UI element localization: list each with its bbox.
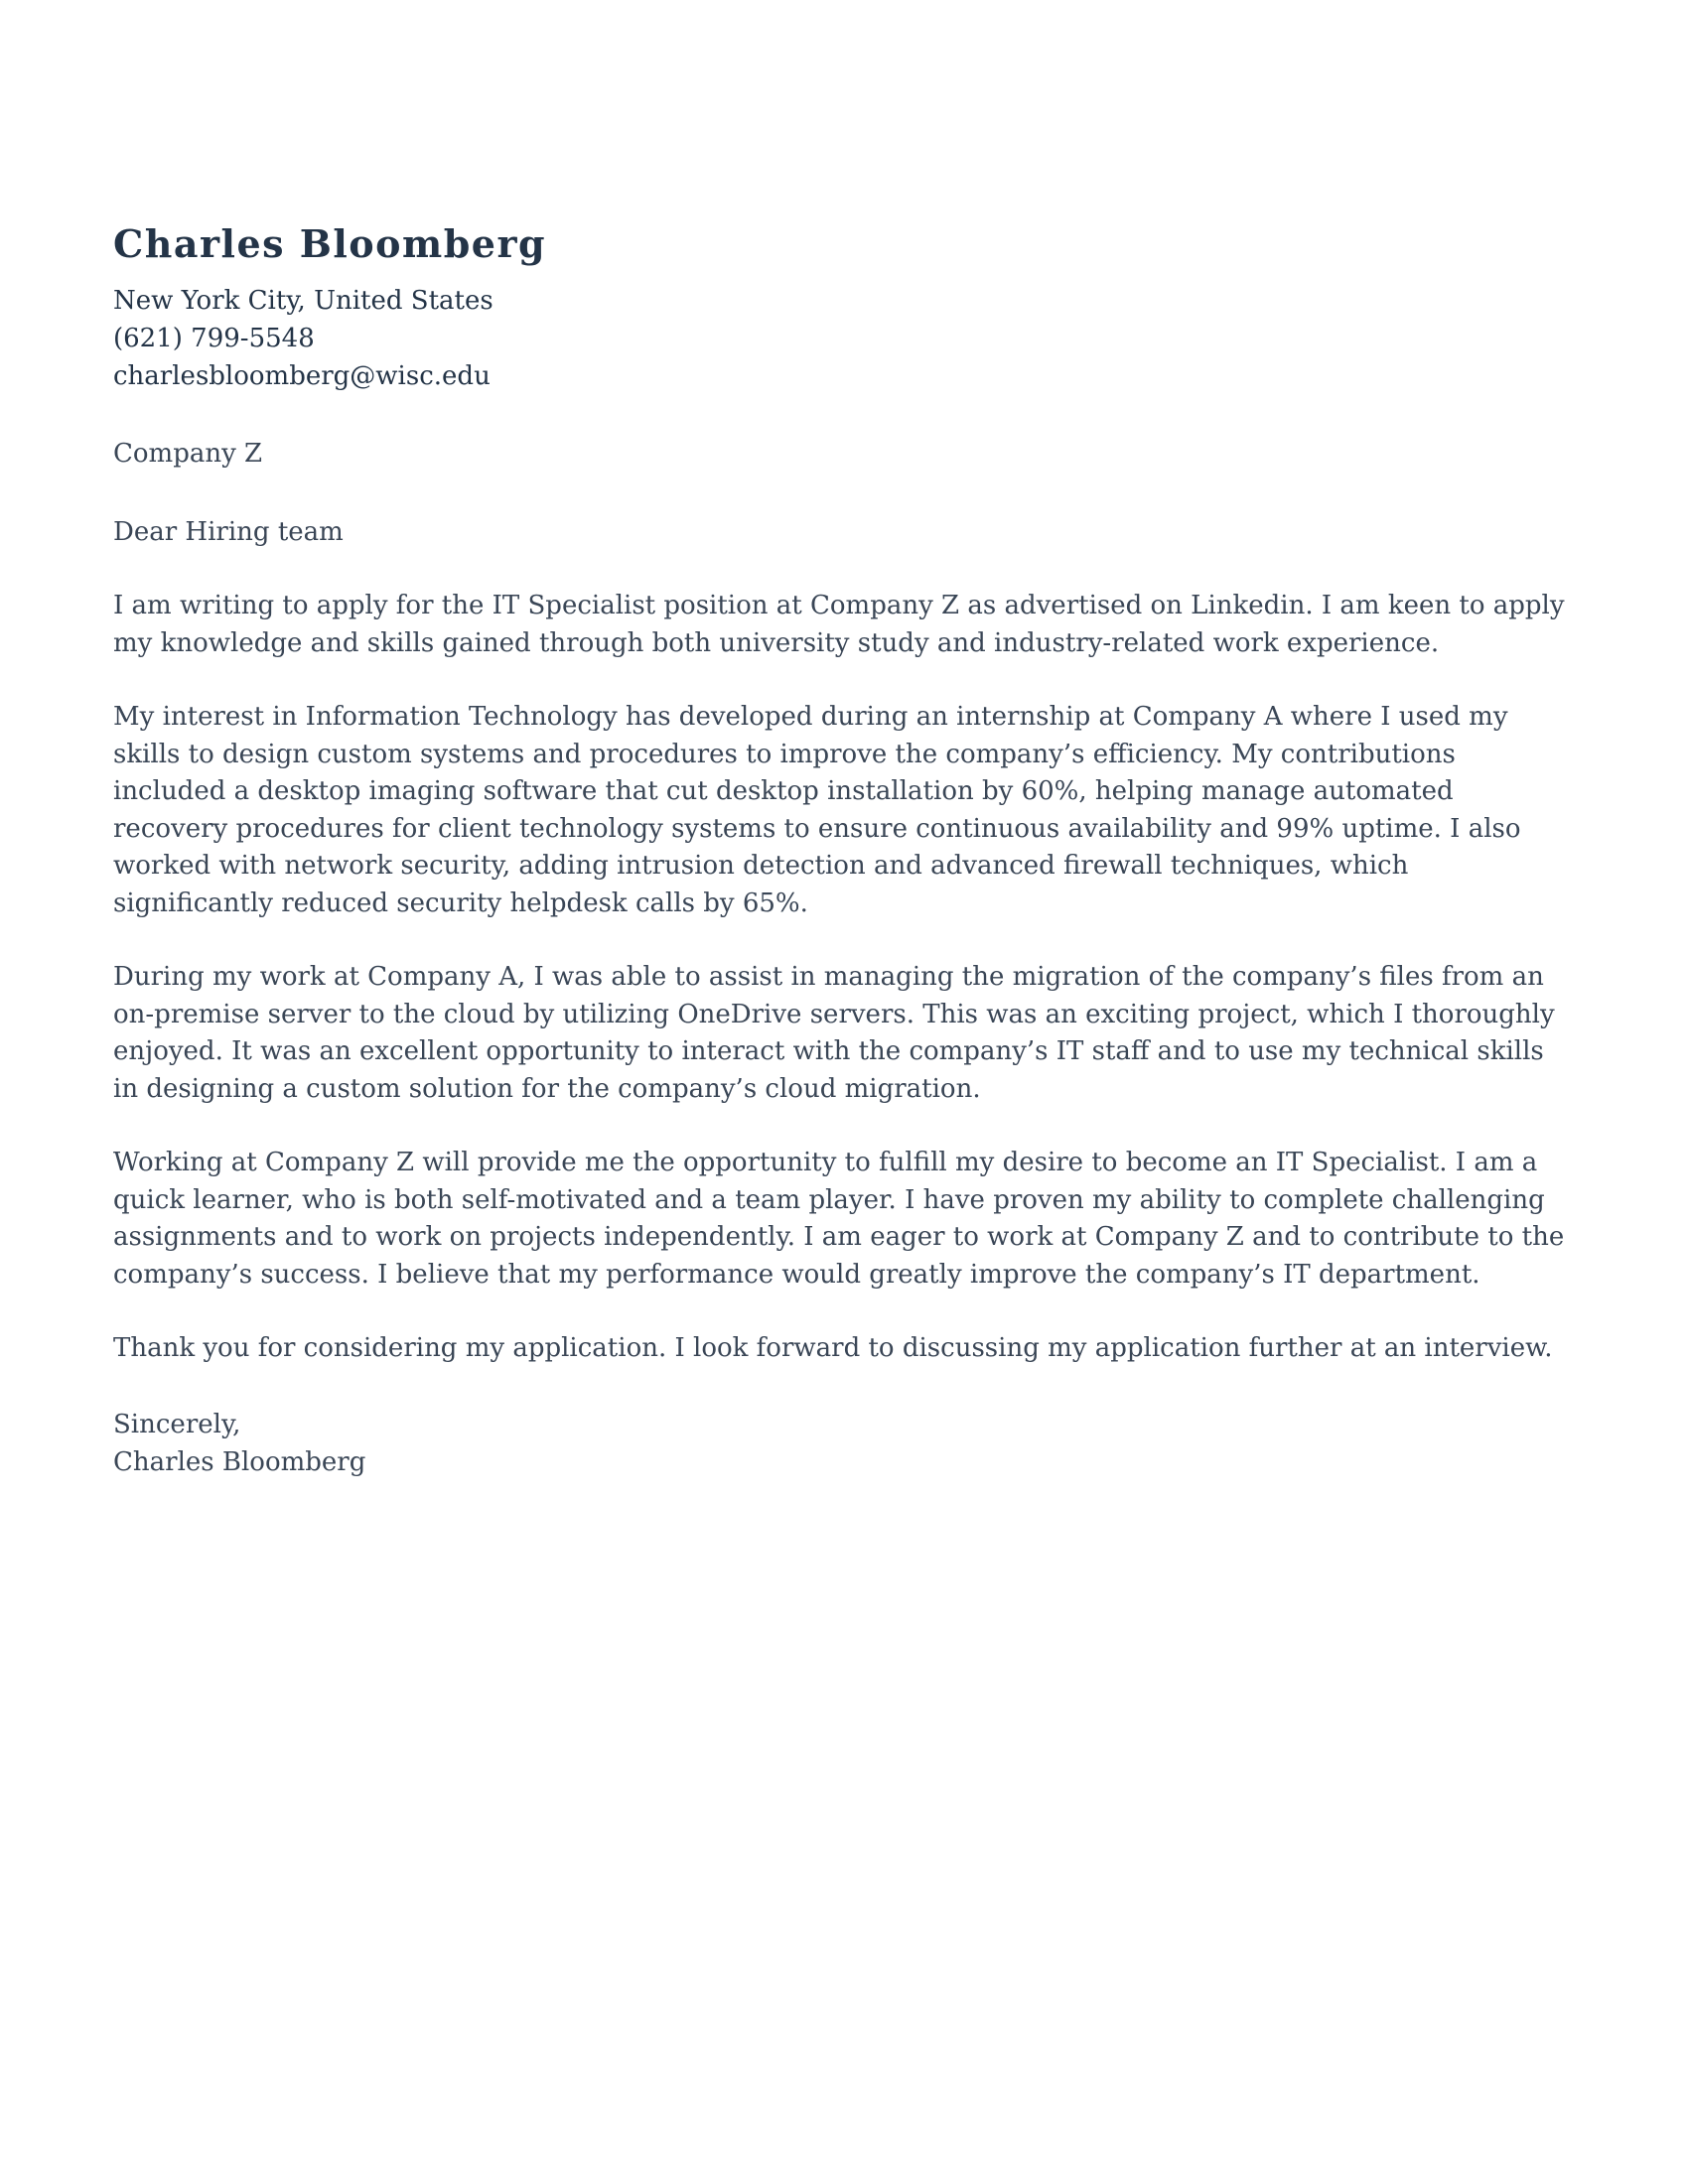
body-paragraph: Working at Company Z will provide me the opportunity to fulfill my desire to become an IT Specialist. I am a quick learner, who is both self-motivated and a team player. I have proven my ability to complete challenging assignments and to work on projects independently. I am eager to work at Company Z and to contribute to the company’s success. I believe that my performance would greatly improve the company’s IT department. [113,1148,1565,1290]
valediction: Sincerely, [113,1409,241,1439]
signature-name: Charles Bloomberg [113,1446,366,1477]
sender-location: New York City, United States [113,286,493,316]
cover-letter [113,220,1573,1481]
salutation: Dear Hiring team [113,517,344,547]
letter-body [113,588,1573,1368]
recipient-company: Company Z [113,439,263,469]
body-paragraph: My interest in Information Technology has developed during an internship at Company A where I used my skills to design custom systems and procedures to improve the company’s efficiency. My contributions included a desktop imaging software that cut desktop installation by 60%, helping manage automated recovery procedures for client technology systems to ensure continuous availability and 99% uptime. I also worked with network security, adding intrusion detection and advanced firewall techniques, which significantly reduced security helpdesk calls by 65%. [113,702,1521,918]
sender-email: charlesbloomberg@wisc.edu [113,361,491,391]
sender-name: Charles Bloomberg [113,221,547,266]
sender-phone: (621) 799-5548 [113,324,315,353]
body-paragraph: I am writing to apply for the IT Specialist position at Company Z as advertised on Linkedin. I am keen to apply my knowledge and skills gained through both university study and industry-related work experience. [113,591,1565,658]
body-paragraph: During my work at Company A, I was able to assist in managing the migration of the company’s files from an on-premise server to the cloud by utilizing OneDrive servers. This was an exciting project, which I thoroughly enjoyed. It was an excellent opportunity to interact with the company’s IT staff and to use my technical skills in designing a custom solution for the company’s cloud migration. [113,962,1555,1104]
letter-header [113,220,1573,395]
body-paragraph: Thank you for considering my application. I look forward to discussing my application further at an interview. [113,1333,1553,1363]
